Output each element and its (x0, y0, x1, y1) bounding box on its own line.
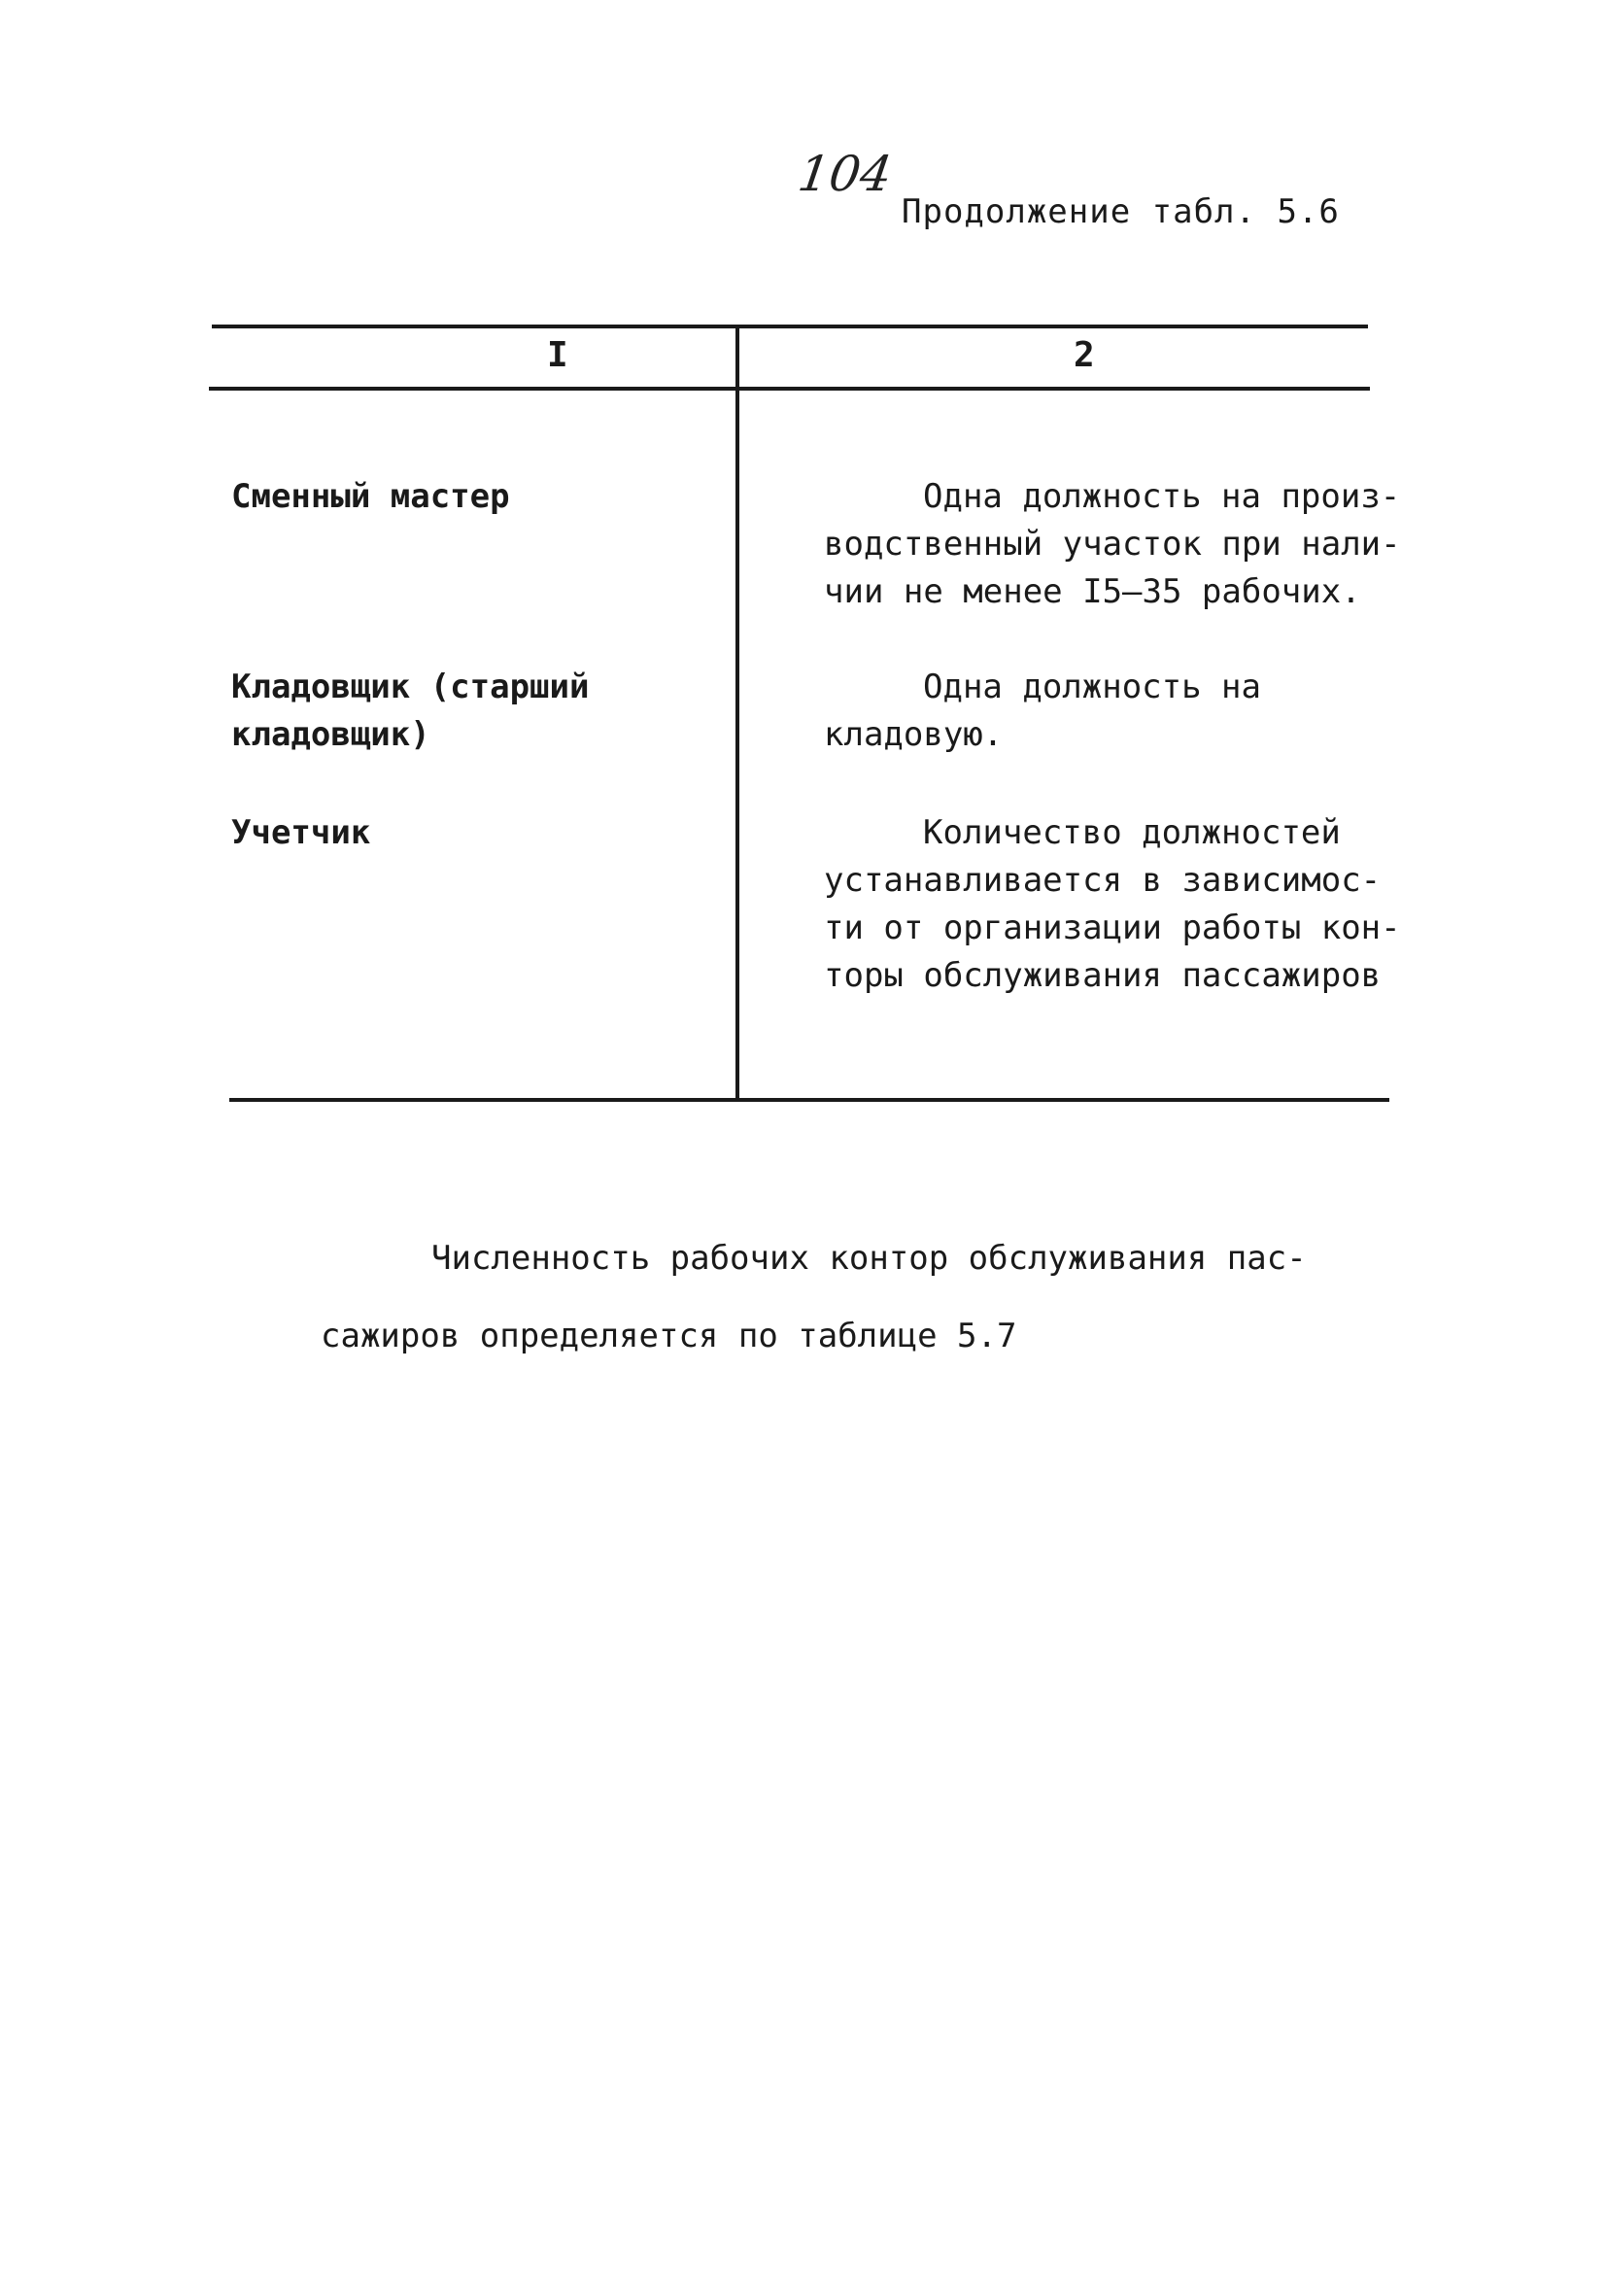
table-column-divider (735, 325, 739, 1102)
position-line: Кладовщик (старший (231, 668, 590, 706)
position-line: кладовщик) (231, 715, 430, 754)
norm-line: водственный участок при нали- (824, 525, 1401, 564)
norm-line: торы обслуживания пассажиров (824, 956, 1382, 995)
norm-line: чии не менее I5–35 рабочих. (824, 572, 1361, 611)
position-line: Учетчик (231, 813, 371, 852)
norm-line: Количество должностей (923, 813, 1341, 852)
position-cell (231, 664, 589, 759)
table-bottom-rule (229, 1098, 1389, 1102)
norm-line: ти от организации работы кон- (824, 908, 1401, 947)
table-header-rule (209, 387, 1370, 391)
table-continuation-caption: Продолжение табл. 5.6 (902, 192, 1340, 231)
norm-cell (824, 664, 1261, 759)
paragraph-line: Численность рабочих контор обслуживания пас- (431, 1239, 1307, 1278)
norm-line: устанавливается в зависимос- (824, 861, 1382, 900)
column-header-1: I (547, 335, 568, 375)
body-paragraph (321, 1219, 1307, 1375)
norm-line: Одна должность на произ- (923, 477, 1401, 516)
norm-cell (824, 473, 1401, 616)
position-cell (231, 473, 510, 521)
table-top-rule (212, 325, 1368, 328)
position-line: Сменный мастер (231, 477, 510, 516)
position-cell (231, 809, 370, 857)
norm-line: Одна должность на (923, 668, 1261, 706)
paragraph-line: сажиров определяется по таблице 5.7 (321, 1317, 1017, 1355)
column-header-2: 2 (1074, 335, 1095, 375)
norm-cell (824, 809, 1401, 1000)
page-number: 104 (794, 146, 896, 202)
norm-line: кладовую. (824, 715, 1004, 754)
